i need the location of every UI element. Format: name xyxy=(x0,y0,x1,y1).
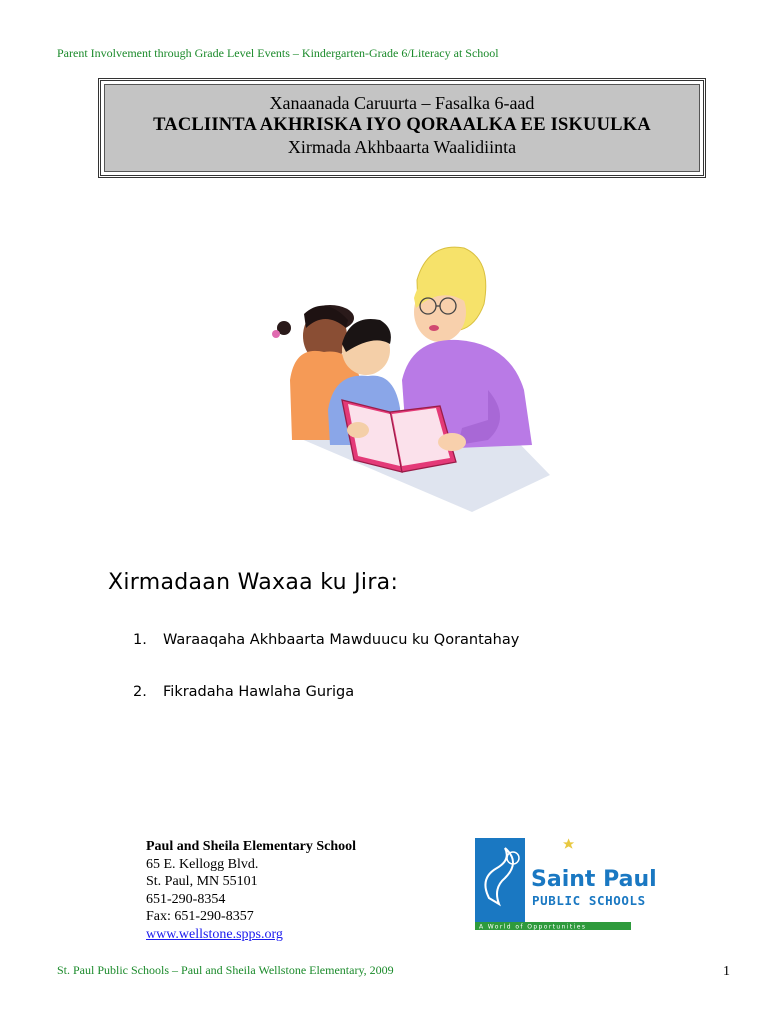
logo-name-line-1: Saint Paul xyxy=(531,867,657,892)
list-item-number: 2. xyxy=(133,684,147,700)
title-box-inner xyxy=(104,84,700,172)
fax-number: Fax: 651-290-8357 xyxy=(146,909,254,924)
phone-number: 651-290-8354 xyxy=(146,891,226,907)
title-line-1: Xanaanada Caruurta – Fasalka 6-aad xyxy=(269,93,535,113)
logo-tagline: A World of Opportunities xyxy=(479,923,587,931)
running-header: Parent Involvement through Grade Level Events – Kindergarten-Grade 6/Literacy at School xyxy=(57,46,499,60)
school-name: Paul and Sheila Elementary School xyxy=(146,839,357,854)
running-footer: St. Paul Public Schools – Paul and Sheila Wellstone Elementary, 2009 xyxy=(57,963,394,977)
section-title: Xirmadaan Waxaa ku Jira: xyxy=(108,570,399,595)
list-item xyxy=(133,632,519,658)
adult-reading-to-children-illustration xyxy=(262,240,552,520)
contents-list xyxy=(133,632,519,736)
logo-name-line-2: PUBLIC SCHOOLS xyxy=(532,893,646,908)
title-line-3: Xirmada Akhbaarta Waalidiinta xyxy=(287,137,517,157)
list-item-text: Fikradaha Hawlaha Guriga xyxy=(163,684,355,700)
title-box xyxy=(98,78,706,178)
saint-paul-public-schools-logo xyxy=(475,838,657,931)
list-item-number: 1. xyxy=(133,632,147,648)
website-link[interactable]: www.wellstone.spps.org xyxy=(146,926,283,942)
school-address xyxy=(146,838,356,943)
page-number: 1 xyxy=(723,964,730,979)
street-address: 65 E. Kellogg Blvd. xyxy=(146,856,259,872)
list-item-text: Waraaqaha Akhbaarta Mawduucu ku Qorantahay xyxy=(163,632,520,648)
title-line-2: TACLIINTA AKHRISKA IYO QORAALKA EE ISKUULKA xyxy=(153,115,651,135)
city-state-zip: St. Paul, MN 55101 xyxy=(146,874,258,889)
list-item xyxy=(133,684,519,710)
